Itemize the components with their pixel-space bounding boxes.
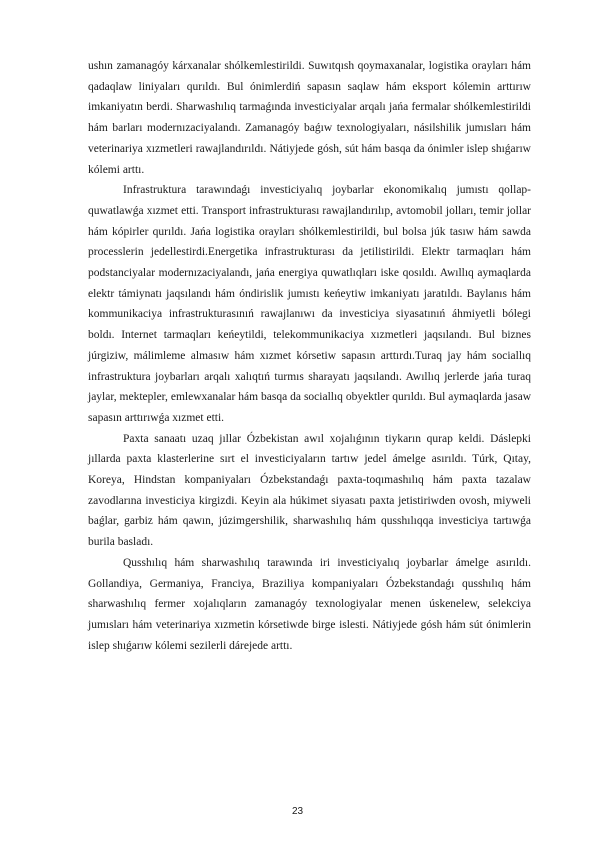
page-number: 23 [291,806,304,817]
paragraph-cotton-industry: Paxta sanaatı uzaq jıllar Ózbekistan awıl xojalıǵının tiykarın qurap keldi. Dáslepki jıllarda paxta klasterlerine sırt el investiciyaların tartıw jedel ámelge asırıldı. Túrk, Qıtay, Koreya, Hindstan kompaniyaları Ózbekstandaǵı paxta-toqımashılıq hám paxta tazalaw zavodlarına investiciya kirgizdi. Keyin ala húkimet siyasatı paxta jetistiriwden ovosh, miyweli baǵlar, garbiz hám qawın, júzimgershilik, sharwashılıq hám qusshılıqqa investiciya tartıwǵa burila basladı. [88,432,531,549]
document-body [88,56,531,656]
paragraph-infrastructure: Infrastruktura tarawındaǵı investiciyalıq joybarlar ekonomikalıq jumıstı qollap-quwatlawǵa xızmet etti. Transport infrastrukturası rawajlandırılıp, avtomobil jolları, temir jollar hám kópirler qurıldı. Jańa logistika orayları shólkemlestirildi, bul bolsa júk tasıw hám sawda processlerin jedellestirdi.Energetika infrastrukturası da jetilistirildi. Elektr tarmaqları hám podstanciyalar modernızaciyalandı, jańa energiya quwatlıqları iske qosıldı. Awıllıq aymaqlarda elektr támiynatı jaqsılandı hám óndirislik jumıstı keńeytiw imkaniyatı jaratıldı. Baylanıs hám kommunikaciya infrastrukturasınıń rawajlanıwı da investiciya siyasatınıń áhmiyetli bólegi boldı. Internet tarmaqları keńeytildi, telekommunikaciya xızmetleri jaqsılandı. Bul biznes júrgiziw, málimleme almasıw hám xızmet kórsetiw sapasın arttırdı.Turaq jay hám sociallıq infrastruktura joybarları arqalı xalıqtıń turmıs sharayatı jaqsılandı. Awıllıq jerlerde jańa turaq jaylar, mektepler, emlewxanalar hám basqa da sociallıq obyektler qurıldı. Bul aymaqlarda jasaw sapasın arttırıwǵa xızmet etti. [88,184,531,424]
paragraph-poultry-livestock: Qusshılıq hám sharwashılıq tarawında iri investiciyalıq joybarlar ámelge asırıldı. Gollandiya, Germaniya, Franciya, Braziliya kompaniyaları Ózbekstandaǵı qusshılıq hám sharwashılıq fermer xojalıqların zamanagóy texnologiyalar menen úskenelew, selekciya jumısları hám veterinariya xızmetin kórsetiwde birge islesti. Nátiyjede gósh hám sút ónimlerin islep shıǵarıw kólemi sezilerli dárejede arttı. [88,556,531,652]
paragraph-continuation: ushın zamanagóy kárxanalar shólkemlestirildi. Suwıtqısh qoymaxanalar, logistika orayları hám qadaqlaw liniyaları qurıldı. Bul ónimlerdiń sapasın saqlaw hám eksport kólemin arttırıw imkaniyatın berdi. Sharwashılıq tarmaǵında investiciyalar arqalı jańa fermalar shólkemlestirildi hám barları modernızaciyalandı. Zamanagóy baǵıw texnologiyaları, násilshilik jumısları hám veterinariya xızmetleri rawajlandırıldı. Nátiyjede gósh, sút hám basqa da ónimler islep shıǵarıw kólemi arttı. [88,60,531,176]
